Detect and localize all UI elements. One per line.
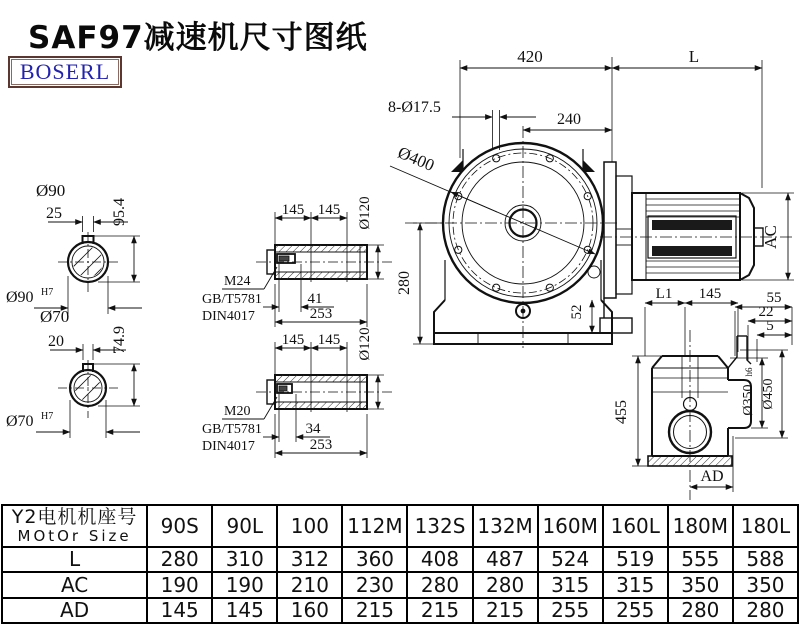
page-title: SAF97减速机尺寸图纸	[28, 20, 368, 56]
dim-keyheight-74-9: 74.9	[111, 326, 128, 354]
header-en: MOtOr Size	[17, 527, 132, 546]
dim-keywidth-25: 25	[46, 205, 62, 222]
dim-bolt-holes: 8-Ø17.5	[388, 99, 441, 116]
table-cell: 160	[277, 598, 342, 623]
dim-55: 55	[766, 290, 782, 306]
table-cell: 280	[733, 598, 798, 623]
dim-keywidth-20: 20	[48, 333, 64, 350]
table-cell: 310	[212, 547, 277, 572]
dim-flange-400: Ø400	[395, 142, 438, 176]
table-cell: 145	[147, 598, 212, 623]
column-header: 132M	[473, 505, 538, 547]
thread-m20: M20	[224, 404, 251, 419]
table-cell: 487	[473, 547, 538, 572]
table-cell: 280	[147, 547, 212, 572]
dim-spigot-350: Ø350	[741, 384, 756, 416]
motor-fins	[646, 199, 740, 273]
dim-od-90: Ø90	[36, 181, 66, 200]
row-label: L	[2, 547, 147, 572]
dim-52: 52	[569, 304, 585, 320]
table-header-motor-size	[2, 505, 147, 547]
table-cell: 215	[342, 598, 407, 623]
motor-adapter	[604, 162, 616, 298]
dim-145b: 145	[317, 202, 341, 218]
dim-bore-90-tol: H7	[41, 287, 54, 298]
dim-total-253: 253	[309, 306, 333, 322]
dim-bore-70-tol: H7	[41, 411, 54, 422]
table-cell: 408	[407, 547, 472, 572]
dim-total-253: 253	[309, 437, 333, 453]
table-cell: 312	[277, 547, 342, 572]
dim-L1: L1	[655, 286, 673, 302]
table-cell: 524	[538, 547, 603, 572]
standard-gb: GB/T5781	[202, 292, 262, 307]
dim-od-120: Ø120	[357, 327, 373, 361]
table-cell: 230	[342, 572, 407, 597]
dim-AD: AD	[700, 468, 724, 485]
table-cell: 350	[668, 572, 733, 597]
dim-240: 240	[557, 111, 581, 128]
dim-keyheight-95-4: 95.4	[111, 198, 128, 226]
table-cell: 190	[212, 572, 277, 597]
dim-420: 420	[517, 47, 543, 66]
table-header-row	[2, 505, 798, 547]
brand-logo-text: BOSERL	[19, 59, 111, 84]
dim-bore-90: Ø90	[6, 289, 34, 306]
table-cell: 315	[538, 572, 603, 597]
column-header: 160L	[603, 505, 668, 547]
shaft-section-90	[34, 216, 142, 314]
dim-455: 455	[613, 400, 630, 424]
standard-gb: GB/T5781	[202, 422, 262, 437]
column-header: 90S	[147, 505, 212, 547]
gearbox-front-view	[390, 57, 795, 348]
dim-145b: 145	[317, 332, 341, 348]
table-cell: 280	[668, 598, 733, 623]
dim-145: 145	[698, 286, 722, 302]
table-cell: 555	[668, 547, 733, 572]
thread-m24: M24	[224, 274, 251, 289]
dim-280: 280	[396, 271, 413, 295]
standard-din: DIN4017	[202, 309, 255, 324]
dim-22: 22	[758, 304, 774, 320]
table-cell: 315	[603, 572, 668, 597]
table-cell: 255	[603, 598, 668, 623]
table-cell: 255	[538, 598, 603, 623]
base-plate	[648, 456, 732, 466]
column-header: 112M	[342, 505, 407, 547]
table-cell: 519	[603, 547, 668, 572]
table-row-AC	[2, 572, 798, 597]
row-label: AC	[2, 572, 147, 597]
column-header: 90L	[212, 505, 277, 547]
dim-145a: 145	[281, 202, 305, 218]
table-cell: 215	[473, 598, 538, 623]
table-cell: 350	[733, 572, 798, 597]
table-cell: 210	[277, 572, 342, 597]
motor-size-table	[1, 504, 799, 624]
dim-spigot-350-tol: h6	[744, 367, 754, 377]
column-header: 180L	[733, 505, 798, 547]
column-header: 160M	[538, 505, 603, 547]
dim-5: 5	[766, 318, 774, 334]
table-cell: 215	[407, 598, 472, 623]
table-cell: 280	[473, 572, 538, 597]
table-cell: 360	[342, 547, 407, 572]
dim-od-70: Ø70	[40, 307, 70, 326]
table-cell: 190	[147, 572, 212, 597]
column-header: 132S	[407, 505, 472, 547]
column-header: 100	[277, 505, 342, 547]
dim-od-120: Ø120	[357, 196, 373, 230]
row-label: AD	[2, 598, 147, 623]
dim-L: L	[688, 47, 700, 66]
table-cell: 280	[407, 572, 472, 597]
dim-slot-41: 41	[307, 291, 323, 307]
table-cell: 588	[733, 547, 798, 572]
motor-rear-bell	[740, 193, 754, 280]
dim-AC: AC	[761, 225, 780, 249]
dim-flange-450: Ø450	[761, 378, 776, 410]
table-row-L	[2, 547, 798, 572]
header-cn: Y2电机机座号	[11, 506, 138, 529]
table-cell: 145	[212, 598, 277, 623]
dim-145a: 145	[281, 332, 305, 348]
dim-slot-34: 34	[305, 421, 321, 437]
column-header: 180M	[668, 505, 733, 547]
table-row-AD	[2, 598, 798, 623]
shaft-section-70	[36, 344, 140, 438]
dim-bore-70: Ø70	[6, 413, 34, 430]
standard-din: DIN4017	[202, 439, 255, 454]
